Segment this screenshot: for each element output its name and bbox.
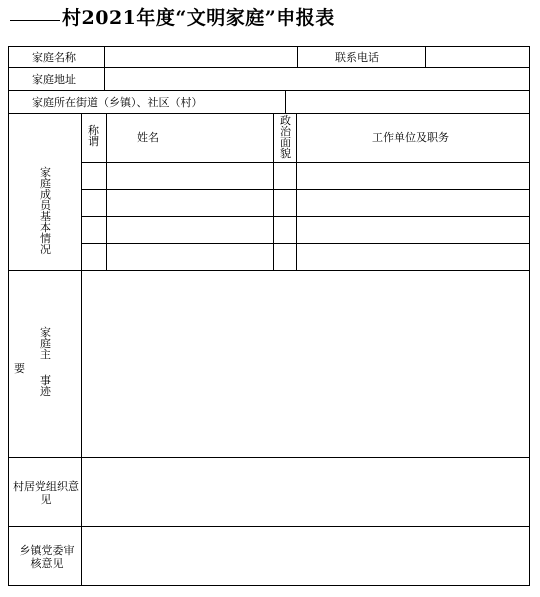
- member-row-1-name[interactable]: [107, 163, 273, 189]
- township-party-review-label: 乡镇党委审核意见: [19, 544, 75, 570]
- column-political-header: 政治面貌: [280, 114, 291, 160]
- member-row-1-political[interactable]: [274, 163, 296, 189]
- family-name-field[interactable]: [105, 48, 297, 67]
- family-name-label: 家庭名称: [32, 51, 76, 64]
- members-section-label: 家庭成员基本情况: [40, 166, 51, 256]
- column-work-header: 工作单位及职务: [372, 131, 449, 144]
- main-deeds-label-top: 家庭主: [40, 326, 51, 361]
- phone-field[interactable]: [426, 48, 529, 67]
- application-form-table: [8, 46, 530, 586]
- village-party-opinion-label: 村居党组织意见: [13, 480, 79, 506]
- address-field[interactable]: [105, 68, 529, 90]
- main-deeds-field[interactable]: [82, 271, 529, 457]
- member-row-1-work[interactable]: [297, 163, 529, 189]
- township-party-review-field[interactable]: [82, 527, 529, 585]
- main-deeds-label-bottom: 事迹: [40, 374, 51, 398]
- form-title-text: 村2021年度“文明家庭”申报表: [62, 7, 335, 29]
- column-relation-header: 称谓: [88, 124, 99, 148]
- village-name-blank[interactable]: [10, 20, 60, 21]
- address-label: 家庭地址: [32, 73, 76, 86]
- main-deeds-label-mid: 要: [14, 362, 25, 375]
- form-title: [0, 0, 540, 30]
- column-name-header: 姓名: [137, 131, 159, 144]
- phone-label: 联系电话: [335, 51, 379, 64]
- village-party-opinion-field[interactable]: [82, 458, 529, 526]
- location-field[interactable]: [286, 91, 529, 113]
- location-label: 家庭所在街道（乡镇）、社区（村）: [32, 96, 203, 109]
- member-row-1-relation[interactable]: [82, 163, 106, 189]
